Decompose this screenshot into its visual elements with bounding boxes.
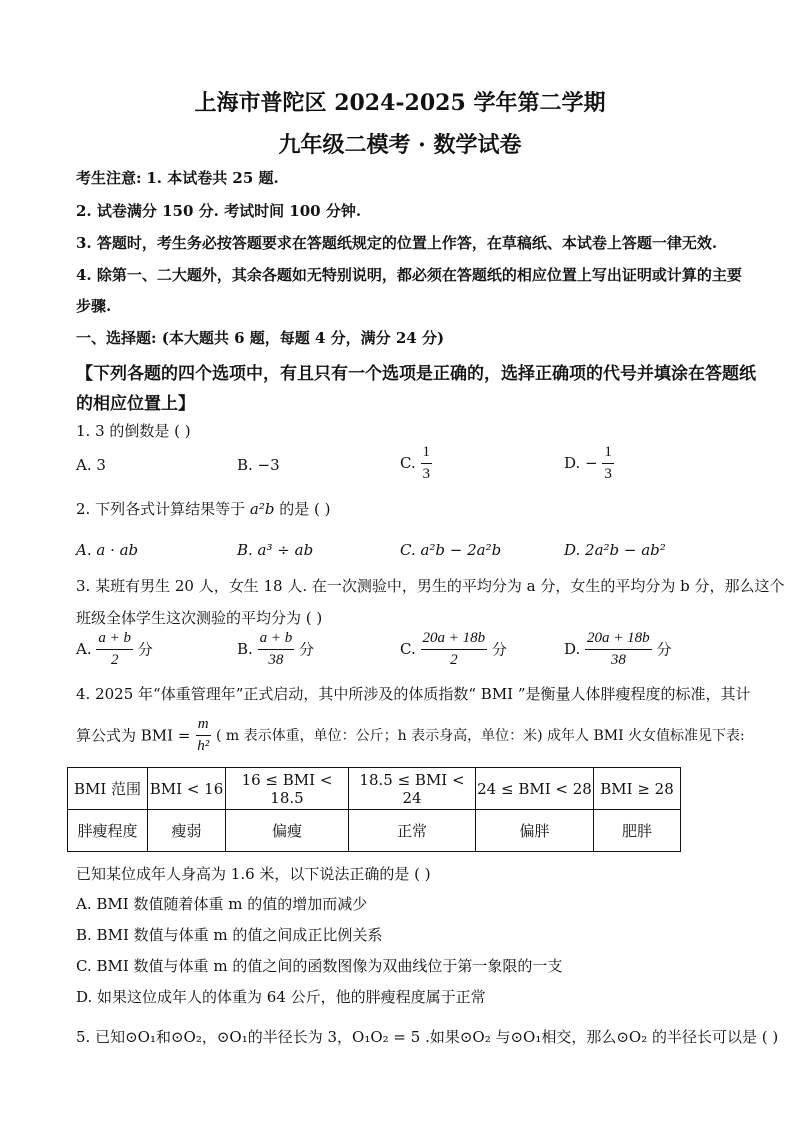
q3-unit: 分 [656,640,672,659]
q2-option-b: B. a³ ÷ ab [237,541,314,559]
fraction-numerator: a + b [96,630,133,650]
q4-stem-a: 4. 2025 年“体重管理年”正式启动，其中所涉及的体质指数“ BMI ”是衡量人体胖瘦程度的标准，其计 [76,685,751,703]
table-row [68,810,681,852]
notice-item-3: 3. 答题时，考生务必按答题要求在答题纸规定的位置上作答，在草稿纸、本试卷上答题一律无效. [76,234,718,252]
q3-option-b-label: B. [237,640,253,658]
q4-stem-b2: ( m 表示体重，单位：公斤；h 表示身高，单位：米) 成年人 BMI 火女值标准见下表: [215,728,745,744]
q3-option-c-fraction [421,630,488,668]
table-row [68,768,681,810]
q1-option-c-label: C. [400,454,416,472]
q1-option-c [400,444,432,482]
fraction-denominator: 38 [268,651,284,668]
table-cell: 胖瘦程度 [68,810,148,852]
section-instruction-b: 的相应位置上】 [76,394,195,414]
q4-option-c: C. BMI 数值与体重 m 的值之间的函数图像为双曲线位于第一象限的一支 [76,957,563,975]
q1-option-d-fraction [602,444,614,482]
q3-unit: 分 [298,640,314,659]
fraction-denominator: 2 [450,651,458,668]
q3-option-b-fraction [258,630,295,668]
notice-line-1 [76,167,279,188]
notice-item-1: 1. 本试卷共 25 题. [146,169,279,187]
q4-followup: 已知某位成年人身高为 1.6 米，以下说法正确的是 ( ) [76,865,431,883]
table-cell: BMI ≥ 28 [594,768,681,810]
fraction-numerator: 1 [602,444,614,464]
table-cell: BMI 范围 [68,768,148,810]
q1-option-b: B. −3 [237,456,280,474]
q1-option-c-fraction [421,444,433,482]
q3-unit: 分 [137,640,153,659]
q1-option-d [564,444,614,482]
section-instruction-a: 【下列各题的四个选项中，有且只有一个选项是正确的，选择正确项的代号并填涂在答题纸 [76,364,756,384]
fraction-denominator: 2 [110,651,119,668]
notice-prefix: 考生注意: [76,169,142,187]
q3-option-c [400,630,507,668]
q4-option-b: B. BMI 数值与体重 m 的值之间成正比例关系 [76,926,383,944]
q3-option-d [564,630,671,668]
table-cell: 偏胖 [476,810,594,852]
q2-stem-a: 2. 下列各式计算结果等于 [76,500,246,518]
notice-item-4b: 步骤. [76,297,112,315]
q3-option-a-fraction [96,630,133,668]
section-heading: 一、选择题: (本大题共 6 题，每题 4 分，满分 24 分) [76,329,445,347]
fraction-numerator: m [196,716,211,736]
q3-option-b [237,630,314,668]
fraction-numerator: 20a + 18b [421,630,488,650]
q1-option-d-label: D. − [564,454,598,472]
table-cell: 瘦弱 [148,810,226,852]
fraction-denominator: h² [197,737,210,754]
q3-stem-a: 3. 某班有男生 20 人，女生 18 人. 在一次测验中，男生的平均分为 a 分，女生的平均分为 b 分，那么这个 [76,577,785,595]
q2-option-a: A. a · ab [76,541,139,559]
q4-stem-b [76,716,745,754]
q5-stem: 5. 已知⊙O₁和⊙O₂，⊙O₁的半径长为 3，O₁O₂ = 5 .如果⊙O₂ 与⊙O₁相交，那么⊙O₂ 的半径长可以是 ( ) [76,1028,779,1046]
table-cell: 18.5 ≤ BMI < 24 [349,768,476,810]
q3-option-a [76,630,153,668]
fraction-denominator: 3 [604,465,612,482]
q4-option-a: A. BMI 数值随着体重 m 的值的增加而减少 [76,895,368,913]
exam-subtitle: 九年级二模考 · 数学试卷 [278,132,522,158]
table-cell: BMI < 16 [148,768,226,810]
q4-stem-b1: 算公式为 BMI = [76,726,191,745]
table-cell: 肥胖 [594,810,681,852]
notice-item-2: 2. 试卷满分 150 分. 考试时间 100 分钟. [76,202,362,220]
q2-stem-b: 的是 ( ) [279,500,331,518]
bmi-formula-fraction [195,716,211,754]
table-cell: 正常 [349,810,476,852]
q3-option-a-label: A. [76,640,92,658]
q3-option-c-label: C. [400,640,416,658]
fraction-numerator: 1 [421,444,433,464]
table-cell: 16 ≤ BMI < 18.5 [226,768,349,810]
q2-option-d: D. 2a²b − ab² [564,541,666,559]
q4-option-d: D. 如果这位成年人的体重为 64 公斤，他的胖瘦程度属于正常 [76,988,486,1006]
q2-option-c: C. a²b − 2a²b [400,541,502,559]
table-cell: 偏瘦 [226,810,349,852]
fraction-denominator: 3 [422,465,430,482]
q3-option-d-fraction [585,630,652,668]
exam-title: 上海市普陀区 2024-2025 学年第二学期 [194,90,606,116]
notice-item-4a: 4. 除第一、二大题外，其余各题如无特别说明，都必须在答题纸的相应位置上写出证明或计算的主要 [76,266,742,284]
q3-unit: 分 [491,640,507,659]
q3-stem-b: 班级全体学生这次测验的平均分为 ( ) [76,609,323,627]
bmi-table [67,767,681,852]
table-cell: 24 ≤ BMI < 28 [476,768,594,810]
fraction-numerator: 20a + 18b [585,630,652,650]
q1-option-a: A. 3 [76,456,106,474]
q3-option-d-label: D. [564,640,581,658]
q2-stem [76,498,330,519]
q1-stem: 1. 3 的倒数是 ( ) [76,422,191,440]
fraction-numerator: a + b [258,630,295,650]
fraction-denominator: 38 [610,651,626,668]
q2-stem-expression: a²b [249,500,275,518]
